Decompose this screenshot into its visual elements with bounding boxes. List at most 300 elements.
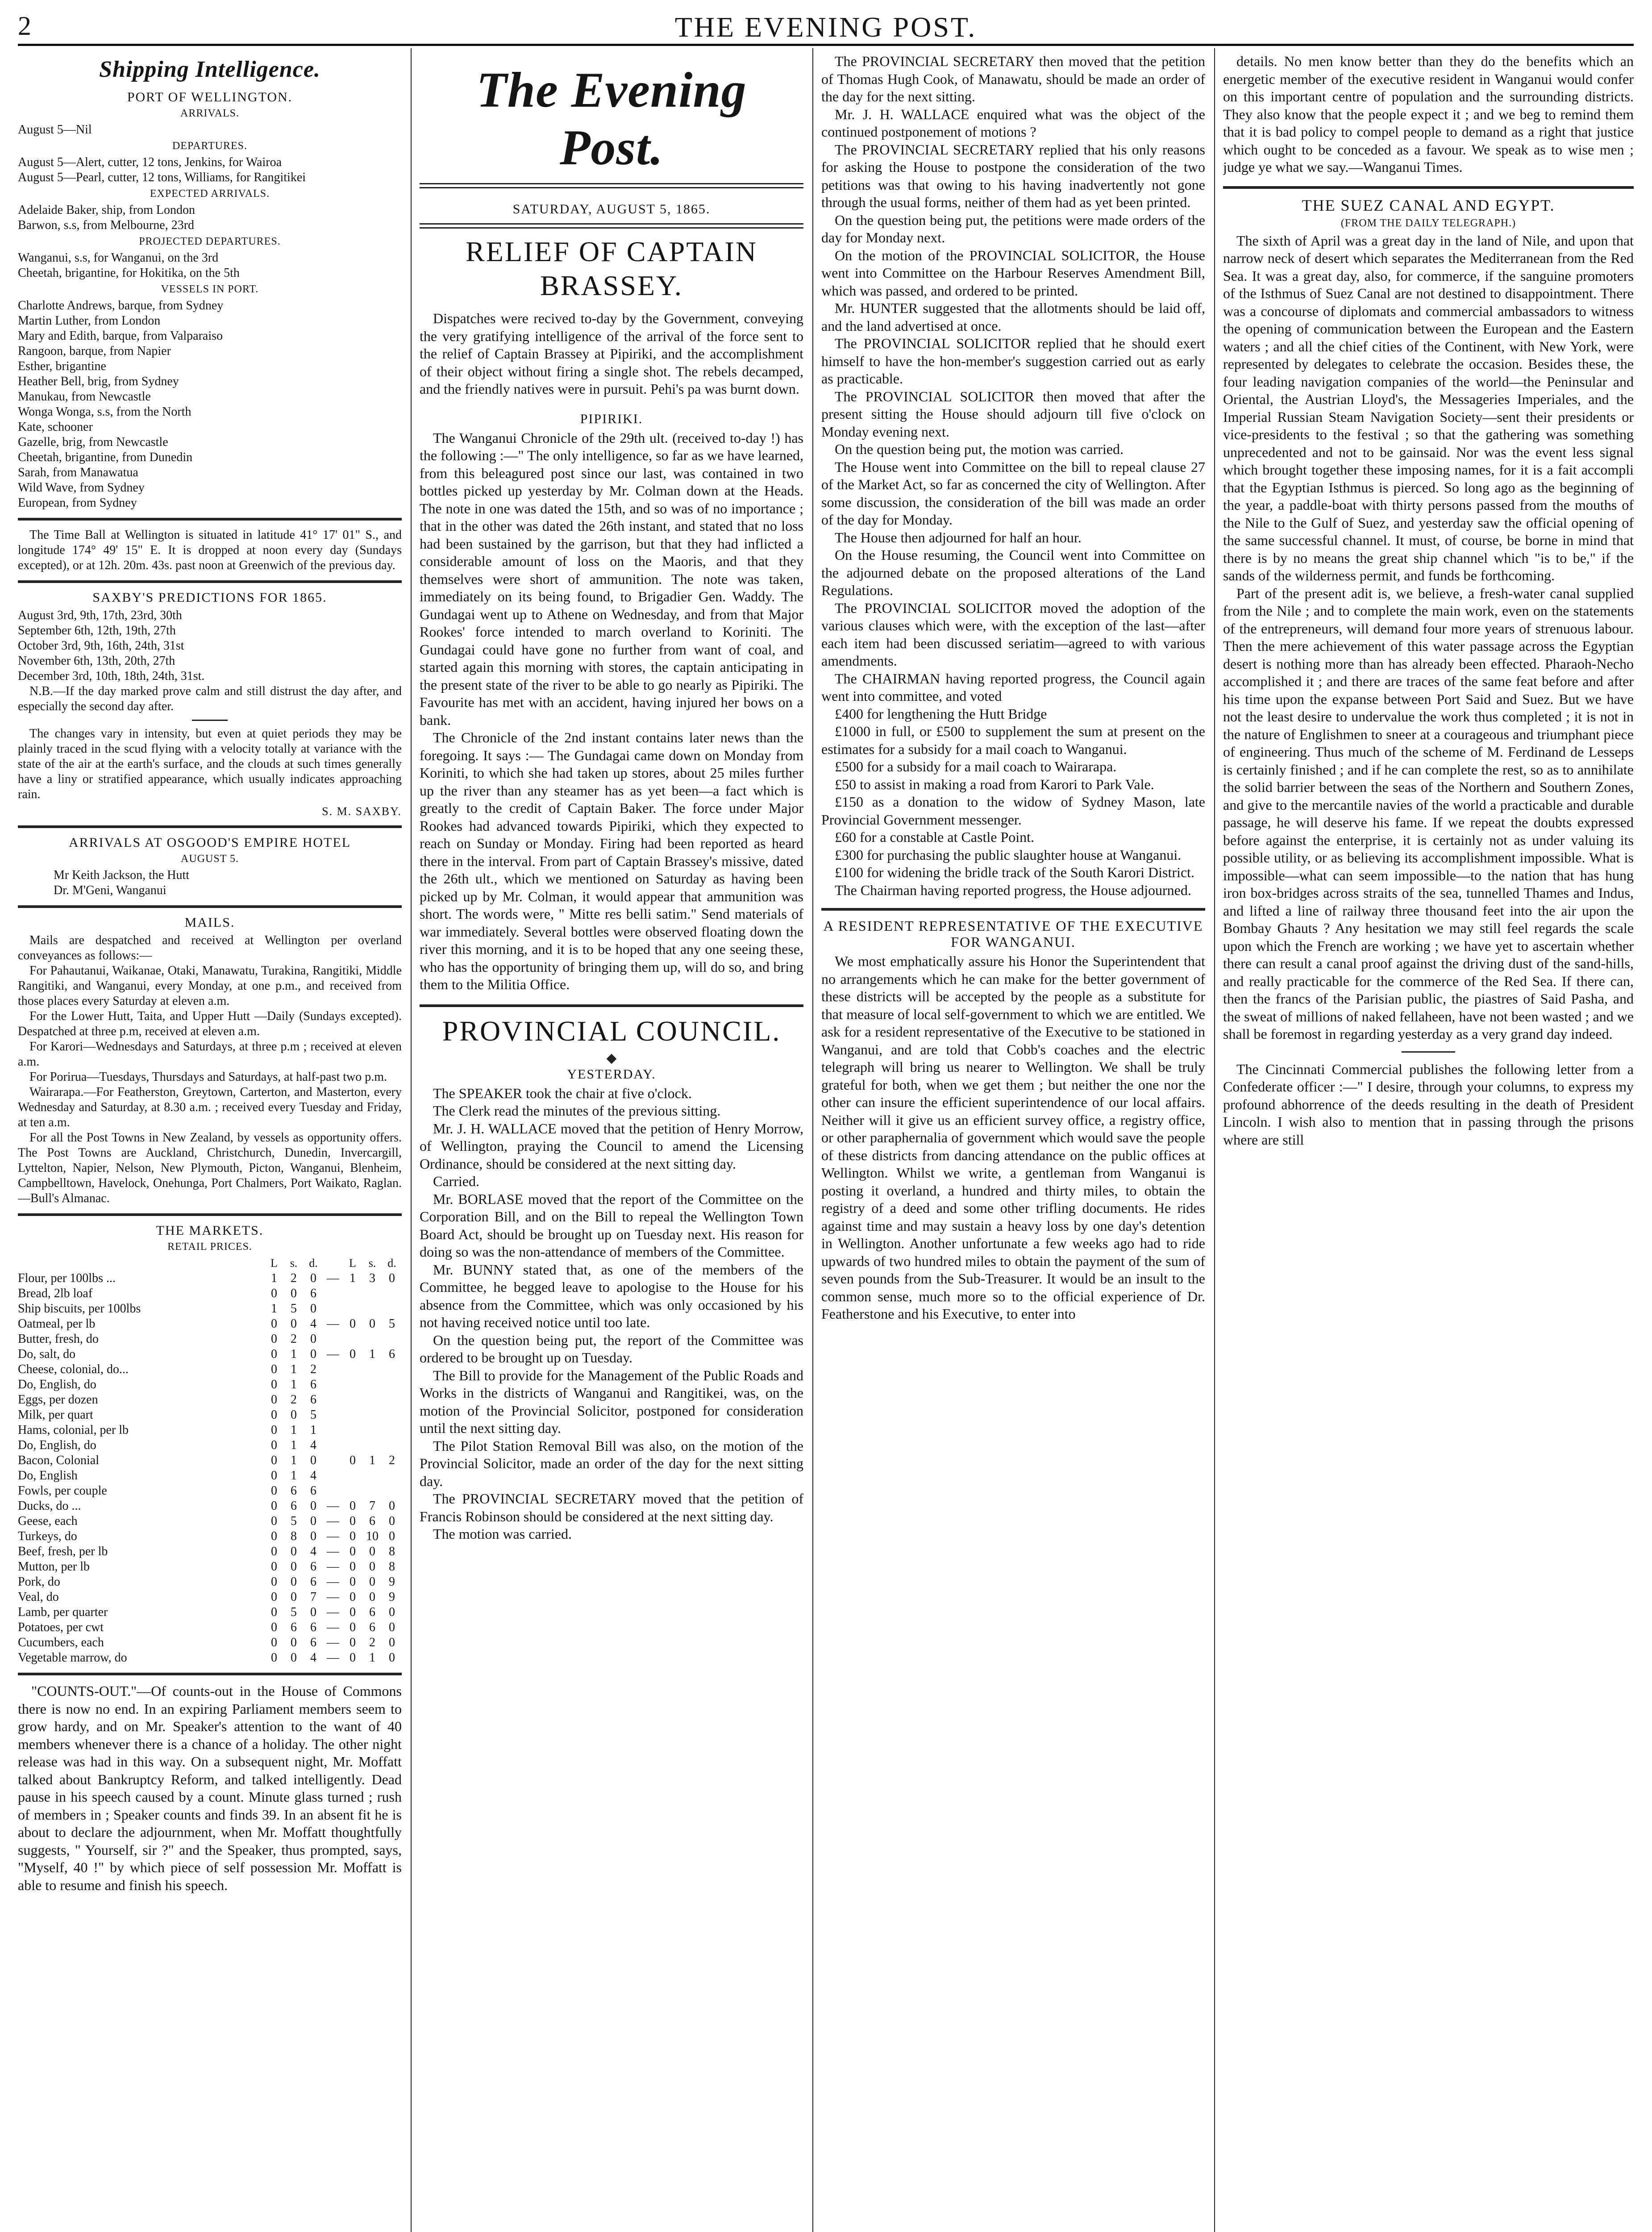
paragraph: Dispatches were recived to-day by the Government, conveying the very gratifying intelligence of the arrival of the force sent to the relief of Captain Brassey at Pipiriki, and the accomplishment of their object without firing a single shot. The rebels decamped, and the friendly natives were in pursuit. Pehi's pa was burnt down. [420,310,803,397]
paragraph: The motion was carried. [433,1526,572,1542]
counts-out-paragraph: "COUNTS-OUT."—Of counts-out in the House of Commons there is now no end. In an expiring Parliament members seem to grow hardy, and on Mr. Speaker's attention to the want of 40 members whenever there is a chance of a holiday. The other night release was had in this way. On a subsequent night, Mr. Moffatt talked about Bankruptcy Reform, and talked intelligently. Dead pause in his speech caused by a count. Minute glass turned ; rush of members in ; Speaker counts and finds 39. In an absent fit he is about to declare the adjournment, when Mr. Moffatt thoughtfully suggests, " Yourself, sir ?" and the Speaker, thus prompted, says, "Myself, 40 !" by which piece of self possession Mr. Moffatt is able to resume and finish his speech. [18,1683,402,1893]
list-item: Esther, brigantine [18,359,106,373]
price-cell: 0 [271,1620,277,1634]
table-row [18,1559,402,1574]
price-cell: 0 [389,1271,395,1285]
yesterday-heading: YESTERDAY. [567,1066,656,1082]
paragraph: The Pilot Station Removal Bill was also, on the motion of the Provincial Solicitor, made an order of the day for the next sitting day. [420,1437,803,1489]
price-cell: — [327,1605,339,1619]
arrivals-heading: ARRIVALS. [180,108,239,119]
paragraph: Carried. [433,1173,479,1189]
paragraph: The PROVINCIAL SOLICITOR replied that he should exert himself to have the hon-member's suggestion carried out as early as practicable. [821,335,1205,387]
price-cell: 6 [310,1484,316,1498]
price-cell: 1 [271,1302,277,1316]
price-cell [362,1392,382,1407]
price-cell [362,1377,382,1392]
price-cell: 1 [369,1651,375,1665]
price-cell: 0 [369,1545,375,1558]
paragraph: For Porirua—Tuesdays, Thursdays and Saturdays, at half-past two p.m. [29,1070,387,1084]
price-cell: — [327,1545,339,1558]
price-cell: 0 [271,1453,277,1467]
price-cell: 1 [369,1347,375,1361]
item-name-cell: Oatmeal, per lb [18,1317,96,1331]
price-cell: 0 [271,1575,277,1589]
table-row [18,1483,402,1499]
column-divider [1214,48,1215,2232]
ornament-icon [607,1054,617,1064]
price-cell: 5 [389,1317,395,1331]
paragraph: The CHAIRMAN having reported progress, the Council again went into committee, and voted [821,670,1205,704]
price-cell: 0 [291,1408,297,1422]
price-cell: 0 [271,1469,277,1482]
price-cell [382,1392,402,1407]
resident-article [821,953,1205,1323]
price-cell [362,1286,382,1301]
paragraph: On the question being put, the report of the Committee was ordered to be brought up on Tuesday. [420,1332,803,1366]
mails-text [18,933,402,1206]
price-cell [343,1286,362,1301]
price-cell: 0 [310,1347,316,1361]
price-cell: — [327,1620,339,1634]
paragraph: The PROVINCIAL SECRETARY then moved that the petition of Thomas Hugh Cook, of Manawatu, should be made an order of the day for the next sitting. [821,53,1205,104]
price-cell: 0 [350,1620,356,1634]
price-cell [382,1377,402,1392]
price-cell [362,1332,382,1347]
price-cell: 1 [350,1271,356,1285]
price-cell: 6 [310,1560,316,1574]
column-divider [411,48,412,2232]
price-cell [323,1423,343,1438]
price-cell: 0 [369,1317,375,1331]
list-item: August 5—Nil [18,123,92,137]
markets-header-cell: d. [387,1257,396,1270]
markets-header-cell: d. [309,1257,318,1270]
council-headline: PROVINCIAL COUNCIL. [442,1015,781,1047]
port-heading: PORT OF WELLINGTON. [127,90,293,104]
table-row [18,1514,402,1529]
price-cell: 0 [271,1378,277,1391]
price-cell: 0 [271,1545,277,1558]
price-cell: 0 [271,1590,277,1604]
table-row [18,1316,402,1332]
osgood-title: ARRIVALS AT OSGOOD'S EMPIRE HOTEL [68,835,351,850]
price-cell: 4 [310,1469,316,1482]
list-item: Rangoon, barque, from Napier [18,344,171,358]
divider [18,1213,402,1216]
price-cell: 6 [369,1620,375,1634]
item-name-cell: Lamb, per quarter [18,1605,108,1619]
paragraph: £1000 in full, or £500 to supplement the sum at present on the estimates for a subsidy for a mail coach to Wanganui. [821,723,1205,757]
price-cell: 0 [271,1529,277,1543]
paragraph: The PROVINCIAL SOLICITOR moved the adoption of the various clauses which were, with the exception of the last—after each item had been discussed seriatim—agreed to with various amendments. [821,600,1205,669]
markets-subtitle: RETAIL PRICES. [167,1241,252,1253]
price-cell: 0 [271,1332,277,1346]
price-cell: 1 [291,1378,297,1391]
price-cell: 0 [271,1651,277,1665]
paragraph: The Wanganui Chronicle of the 29th ult. (received to-day !) has the following :—" The only intelligence, so far as we have learned, from this beleagured post since our last, was contained in two bottles picked up yesterday by Mr. Colman down at the Heads. The note in one was dated the 15th, and so was of no importance ; that in the other was dated the 26th instant, and stated that no loss had been sustained by the garrison, but that they had inflicted a considerable amount of loss on the Maoris, and that they themselves were short of ammunition. The note was taken, immediately on its being found, to Brigadier Gen. Waddy. The Gundagai went up to Athene on Wednesday, and from that Major Rookes' force intended to march overland to Koriniti. The Gundagai could have gone no further from want of coal, and started again this morning with stores, the captain anticipating in the present state of the river to be able to go nearly as Pipiriki. The Favourite has met with an accident, having injured her bows on a bank. [420,429,803,728]
table-row [18,1544,402,1559]
price-cell: — [327,1514,339,1528]
resident-headline: A RESIDENT REPRESENTATIVE OF THE EXECUTIVE FOR WANGANUI. [823,918,1203,950]
price-cell: 8 [389,1560,395,1574]
price-cell [323,1438,343,1453]
paragraph: On the motion of the PROVINCIAL SOLICITOR, the House went into Committee on the Harbour Reserves Amendment Bill, which was passed, and ordered to be printed. [821,247,1205,299]
price-cell [323,1301,343,1316]
price-cell: 0 [369,1560,375,1574]
price-cell: 0 [271,1499,277,1513]
list-item: Manukau, from Newcastle [18,390,151,404]
paragraph: The House then adjourned for half an hour. [835,529,1082,546]
list-item: August 5—Pearl, cutter, 12 tons, Williams, for Rangitikei [18,171,306,184]
paragraph: For the Lower Hutt, Taita, and Upper Hutt —Daily (Sundays excepted). Despatched at three p.m, received at eleven a.m. [18,1009,402,1038]
price-cell: — [327,1347,339,1361]
price-cell [323,1377,343,1392]
price-cell: 0 [271,1362,277,1376]
list-item: August 5—Alert, cutter, 12 tons, Jenkins, for Wairoa [18,155,282,169]
price-cell: 0 [271,1287,277,1300]
price-cell [382,1483,402,1499]
council-article-continued [821,53,1205,899]
markets-header-cell: s. [368,1257,376,1270]
item-name-cell: Geese, each [18,1514,78,1528]
column-4 [1223,53,1634,2232]
paragraph: The Chronicle of the 2nd instant contains later news than the foregoing. It says :— The Gundagai came down on Monday from Koriniti, to which she had taken up stores, about 25 miles further up the river than any steamer has as yet been—a fact which is greatly to the credit of Captain Baker. The force under Major Rookes had advanced towards Pipiriki, which they expected to reach on Sunday or Monday. Firing had been reported as heard there in the interval. From part of Captain Brassey's missive, dated the 26th ult., which we mentioned on Saturday as having been picked up by Mr. Colman, it would appear that ammunition was short. The words were, " Mitte res belli satim." Send materials of war immediately. Several bottles were observed floating down the river this morning, and it is to be hoped that any one seeing these, who has the opportunity of bringing them up, will do so, and bring them to the Militia Office. [420,729,803,992]
list-item: Adelaide Baker, ship, from London [18,203,196,217]
price-cell [382,1332,402,1347]
item-name-cell: Veal, do [18,1590,59,1604]
divider [18,905,402,908]
price-cell [382,1423,402,1438]
suez-headline: THE SUEZ CANAL AND EGYPT. [1302,196,1555,214]
price-cell: 0 [310,1302,316,1316]
divider [821,908,1205,911]
paragraph: £60 for a constable at Castle Point. [835,829,1035,845]
paragraph: Mr. J. H. WALLACE moved that the petition of Henry Morrow, of Wellington, praying the Council to amend the Licensing Ordinance, should be considered at the next sitting day. [420,1120,803,1172]
paragraph: Mr. J. H. WALLACE enquired what was the object of the continued postponement of motions ? [821,106,1205,140]
table-row [18,1377,402,1392]
table-row [18,1286,402,1301]
list-item: Cheetah, brigantine, from Dunedin [18,450,193,464]
divider [18,580,402,583]
price-cell: 0 [310,1271,316,1285]
item-name-cell: Vegetable marrow, do [18,1651,127,1665]
item-name-cell: Beef, fresh, per lb [18,1545,108,1558]
price-cell: 0 [350,1605,356,1619]
price-cell: 6 [291,1620,297,1634]
price-cell: 0 [369,1575,375,1589]
paragraph: Mr. BORLASE moved that the report of the Committee on the Corporation Bill, and on the Bill to repeal the Wellington Town Board Act, should be brought up on Tuesday next. His reason for doing so was the non-attendance of members of the Committee. [420,1191,803,1260]
paper-name: THE EVENING POST. [674,11,977,43]
price-cell [323,1468,343,1483]
table-row [18,1271,402,1286]
price-cell [343,1468,362,1483]
divider [420,1004,803,1007]
paragraph: For Karori—Wednesdays and Saturdays, at three p.m ; received at eleven a.m. [18,1040,402,1069]
paragraph: £400 for lengthening the Hutt Bridge [835,705,1047,722]
evening-post-title: The Evening Post. [476,62,747,175]
price-cell: 0 [350,1499,356,1513]
price-cell: 1 [271,1271,277,1285]
item-name-cell: Do, salt, do [18,1347,76,1361]
paragraph: £150 as a donation to the widow of Sydney Mason, late Provincial Government messenger. [821,794,1205,828]
price-cell: 6 [310,1393,316,1407]
saxby-note: N.B.—If the day marked prove calm and still distrust the day after, and especially the second day after. [18,684,402,713]
price-cell: 0 [389,1620,395,1634]
item-name-cell: Potatoes, per cwt [18,1620,104,1634]
item-name-cell: Milk, per quart [18,1408,93,1422]
paragraph: The PROVINCIAL SECRETARY replied that his only reasons for asking the House to postpone the consideration of the two petitions was that owing to his having inadvertently not gone through the usual forms, neither of them had as yet been printed. [821,141,1205,210]
short-rule [1402,1051,1455,1053]
price-cell: 0 [389,1636,395,1649]
list-item: Cheetah, brigantine, for Hokitika, on the 5th [18,266,240,280]
item-name-cell: Eggs, per dozen [18,1393,98,1407]
price-cell: 6 [310,1575,316,1589]
table-row [18,1301,402,1316]
price-cell [323,1392,343,1407]
saxby-title: SAXBY'S PREDICTIONS FOR 1865. [92,590,327,605]
divider [1223,186,1634,189]
item-name-cell: Hams, colonial, per lb [18,1423,129,1437]
price-cell [362,1483,382,1499]
paragraph: The PROVINCIAL SECRETARY moved that the petition of Francis Robinson should be considered at the next sitting day. [420,1491,803,1524]
paragraph: £50 to assist in making a road from Karori to Park Vale. [835,776,1154,792]
list-item: November 6th, 13th, 20th, 27th [18,654,175,668]
price-cell: 5 [291,1605,297,1619]
price-cell [343,1438,362,1453]
table-row [18,1574,402,1590]
vessels-heading: VESSELS IN PORT. [161,283,259,295]
markets-header-cell [323,1256,343,1271]
wanganui-article-end [1223,53,1634,176]
expected-list [18,203,402,233]
paragraph: The sixth of April was a great day in the land of Nile, and upon that narrow neck of desert which separates the Mediterranean from the Red Sea. It was a great day, also, for commerce, if the sanguine promoters of the Isthmus of Suez Canal are not destined to disappointment. There was a concourse of diplomats and commercial ambassadors to witness the opening of communication between the European and the Eastern waters ; and all the chief cities of the Continent, with New York, were represented by delegates to celebrate the occasion. Besides these, the four leading navigation companies of the world—the Peninsular and Oriental, the Austrian Lloyd's, the Messageries Imperiales, and the Imperial Russian Steam Navigation Society—sent their presidents or vice-presidents to the festival ; so that the gathering was something unprecedented and not to be gainsaid. Nor was the event less signal which brought together these imposing names, for it is a fait accompli that the Egyptian Isthmus is pierced. So long ago as the beginning of the year, a paddle-boat with thirty persons passed from the mouths of the Nile to the Gulf of Suez, and yesterday saw the official opening of the same successful channel. It must, of course, be borne in mind that there is by no means the great ship channel which "is to be," if the sands of the wilderness permit, and funds be forthcoming. [1223,232,1634,583]
list-item: Barwon, s.s, from Melbourne, 23rd [18,218,195,232]
issue-date: SATURDAY, AUGUST 5, 1865. [512,202,711,217]
item-name-cell: Pork, do [18,1575,60,1589]
price-cell: 2 [291,1332,297,1346]
item-name-cell: Mutton, per lb [18,1560,90,1574]
price-cell: — [327,1271,339,1285]
price-cell [343,1332,362,1347]
price-cell: 0 [291,1590,297,1604]
price-cell: 0 [350,1514,356,1528]
short-rule [192,720,228,721]
divider [18,1673,402,1675]
list-item: October 3rd, 9th, 16th, 24th, 31st [18,639,184,653]
price-cell [323,1286,343,1301]
price-cell [382,1301,402,1316]
price-cell: 6 [369,1605,375,1619]
price-cell: 0 [350,1453,356,1467]
paragraph: The Cincinnati Commercial publishes the following letter from a Confederate officer :—" I desire, through your columns, to express my profound abhorrence of the deeds resulting in the death of President Lincoln. I wish also to mention that in passing through the prisons where are still [1223,1061,1634,1148]
price-cell: 3 [369,1271,375,1285]
price-cell: 1 [291,1347,297,1361]
item-name-cell: Cucumbers, each [18,1636,104,1649]
table-row [18,1605,402,1620]
price-cell: 0 [271,1438,277,1452]
paragraph: Mails are despatched and received at Wellington per overland conveyances as follows:— [18,933,402,962]
price-cell: 6 [369,1514,375,1528]
price-cell: 1 [310,1423,316,1437]
paragraph: On the question being put, the motion was carried. [835,441,1124,457]
price-cell: 0 [271,1514,277,1528]
table-row [18,1423,402,1438]
shipping-title: Shipping Intelligence. [99,57,320,82]
table-row [18,1453,402,1468]
price-cell [343,1392,362,1407]
list-item: Sarah, from Manawatua [18,466,138,479]
projected-heading: PROJECTED DEPARTURES. [139,236,281,247]
price-cell [323,1483,343,1499]
price-cell [382,1362,402,1377]
item-name-cell: Fowls, per couple [18,1484,107,1498]
paragraph: For Pahautanui, Waikanae, Otaki, Manawatu, Turakina, Rangitiki, Middle Rangitiki, and Wanganui, every Monday, at one p.m., and received from those places every Saturday at eleven a.m. [18,964,402,1008]
price-cell: 0 [350,1590,356,1604]
list-item: Mary and Edith, barque, from Valparaiso [18,329,223,343]
table-row [18,1407,402,1423]
price-cell: 0 [350,1651,356,1665]
paragraph: The SPEAKER took the chair at five o'clock. [433,1085,692,1101]
list-item: Heather Bell, brig, from Sydney [18,375,179,388]
list-item: August 3rd, 9th, 17th, 23rd, 30th [18,608,182,622]
double-rule [420,223,803,229]
price-cell [343,1377,362,1392]
cincinnati-article [1223,1061,1634,1149]
price-cell: 0 [291,1317,297,1331]
price-cell: 0 [350,1636,356,1649]
price-cell: 5 [291,1302,297,1316]
table-row [18,1438,402,1453]
divider [18,825,402,828]
paragraph: £300 for purchasing the public slaughter house at Wanganui. [835,846,1182,863]
price-cell: 0 [291,1651,297,1665]
suez-source: (FROM THE DAILY TELEGRAPH.) [1340,217,1516,229]
price-cell [362,1301,382,1316]
timeball-notice: The Time Ball at Wellington is situated in latitude 41° 17' 01" S., and longitude 174° 49' 15" E. It is dropped at noon every day (Sundays excepted), or at 12h. 20m. 43s. past noon at Greenwich of the previous day. [18,528,402,572]
projected-list [18,250,402,281]
price-cell: 8 [389,1545,395,1558]
list-item: Martin Luther, from London [18,314,161,328]
price-cell: 0 [310,1529,316,1543]
price-cell: — [327,1529,339,1543]
double-rule [420,183,803,188]
price-cell [343,1407,362,1423]
paragraph: The Chairman having reported progress, the House adjourned. [835,882,1191,898]
price-cell [323,1407,343,1423]
price-cell: 0 [271,1560,277,1574]
price-cell: 0 [271,1347,277,1361]
table-row [18,1468,402,1483]
price-cell: 0 [350,1575,356,1589]
item-name-cell: Flour, per 100lbs ... [18,1271,116,1285]
column-3 [821,53,1205,2232]
list-item: Wonga Wonga, s.s, from the North [18,405,191,419]
price-cell: — [327,1575,339,1589]
price-cell: 6 [310,1287,316,1300]
price-cell: 6 [310,1378,316,1391]
departures-heading: DEPARTURES. [172,140,248,152]
price-cell: 0 [310,1605,316,1619]
price-cell: 0 [389,1651,395,1665]
price-cell: 1 [291,1438,297,1452]
table-row [18,1529,402,1544]
price-cell: 6 [389,1347,395,1361]
price-cell: 0 [350,1545,356,1558]
price-cell: 8 [291,1529,297,1543]
price-cell [382,1407,402,1423]
price-cell: 0 [350,1317,356,1331]
price-cell: — [327,1590,339,1604]
price-cell [323,1453,343,1468]
item-name-cell: Do, English [18,1469,78,1482]
paragraph: We most emphatically assure his Honor the Superintendent that no arrangements which he can make for the better government of these districts will be accepted by the people as a substitute for that measure of local self-government to which we are entitled. We ask for a resident representative of the Executive to be stationed in Wanganui, and are told that Cobb's coaches and the electric telegraph will bring us nearer to Wellington. We shall be truly grateful for both, when we get them ; but neither the one nor the other can insure the efficient superintendence of our local affairs. Neither will it give us an efficient survey office, a registry office, or other paraphernalia of government which would save the people of these districts from dancing attendance on the public offices at Wellington. Whilst we write, a gentleman from Wanganui is posting it overland, a hundred and thirty miles, to obtain the registry of a deed and some other trifling documents. He rides against time and may sustain a heavy loss by one day's detention in Wellington. Another unfortunate a few weeks ago had to ride upwards of two hundred miles to obtain the payment of the sum of seven pounds from the Sub-Treasurer. It would be an insult to the common sense, much more so to the official experience of Dr. Featherstone and his Executive, to enter into [821,953,1205,1322]
price-cell [362,1423,382,1438]
price-cell: 10 [366,1529,379,1543]
paragraph: Part of the present adit is, we believe, a fresh-water canal supplied from the Nile ; and to complete the main work, even on the statements of the entrepreneurs, will demand four more years of strenuous labour. Then the mere achievement of this water passage across the Egyptian desert is nothing more than has already been effected. Pharaoh-Necho accomplished it ; and there are traces of the same feat before and after his time upon the expanse between Port Said and Suez. But we have not the least desire to undervalue the work thus completed ; it is not in the nature of Englishmen to sneer at a courageous and triumphant piece of engineering. Thus much of the scheme of M. Ferdinand de Lesseps is certainly finished ; and if he can complete the rest, so as to annihilate the solid barrier between the seas of the Northern and Southern Zones, and give to the mercantile navies of the world a practicable and durable passage, he will deserve his fame. If we repeat the doubts expressed before against the enterprise, it is certainly not as under valuing its possible utility, or as believing its accomplishment impossible. What is impossible—what can seem impossible—to the nation that has hung iron box-bridges across straits of the sea, tunnelled Thames and Indus, and lifted a line of railway three thousand feet into the air upon the Bombay Ghauts ? Any hesitation we may still feel regards the scale upon which the French are working ; we have yet to ascertain whether there can result a canal proof against the driving dust of the sand-hills, and really practicable for the commerce of the Red Sea. If there can, then the francs of the Parisian public, the piastres of Said Pasha, and the sweat of millions of naked fellaheen, have not been wasted ; and we shall be foremost in regarding yesterday as a very grand day indeed. [1223,585,1634,1042]
suez-article [1223,232,1634,1043]
price-cell: 4 [310,1545,316,1558]
price-cell: 4 [310,1317,316,1331]
paragraph: £100 for widening the bridle track of the South Karori District. [835,864,1195,880]
paragraph: The Clerk read the minutes of the previous sitting. [433,1103,721,1119]
paragraph: Wairarapa.—For Featherston, Greytown, Carterton, and Masterton, every Wednesday and Saturday, at 8.30 a.m. ; received every Tuesday and Friday, at ten a.m. [18,1085,402,1129]
price-cell [343,1423,362,1438]
council-article [420,1085,803,1543]
price-cell: 0 [291,1560,297,1574]
price-cell: — [327,1499,339,1513]
price-cell: 0 [310,1332,316,1346]
item-name-cell: Do, English, do [18,1438,96,1452]
markets-header-cell: L [270,1257,278,1270]
departures-list [18,155,402,185]
item-name-cell: Bacon, Colonial [18,1453,99,1467]
price-cell: 0 [389,1605,395,1619]
paragraph: For all the Post Towns in New Zealand, by vessels as opportunity offers. The Post Towns are Auckland, Christchurch, Dunedin, Invercargill, Lyttelton, Napier, Nelson, New Plymouth, Picton, Wanganui, Blenheim, Campbelltown, Havelock, Onehunga, Port Chalmers, Port Waikato, Raglan.—Bull's Almanac. [18,1131,402,1205]
price-cell: 0 [350,1347,356,1361]
item-name-cell: Cheese, colonial, do... [18,1362,129,1376]
price-cell: — [327,1560,339,1574]
column-divider [812,48,813,2232]
price-cell: 0 [389,1499,395,1513]
pipiriki-article [420,429,803,994]
paragraph: The Bill to provide for the Management of the Public Roads and Works in the districts of Wanganui and Rangitikei, was, on the motion of the Provincial Solicitor, postponed for consideration until the next sitting day. [420,1367,803,1436]
price-cell: — [327,1651,339,1665]
item-name-cell: Butter, fresh, do [18,1332,99,1346]
vessels-list [18,298,402,511]
item-name-cell: Do, English, do [18,1378,96,1391]
price-cell [362,1362,382,1377]
saxby-dates [18,608,402,684]
price-cell: 0 [291,1636,297,1649]
table-row [18,1332,402,1347]
price-cell: 5 [291,1514,297,1528]
price-cell: 1 [291,1469,297,1482]
price-cell: 0 [310,1514,316,1528]
table-row [18,1499,402,1514]
price-cell: 0 [271,1605,277,1619]
list-item: Wild Wave, from Sydney [18,481,145,495]
paragraph: Mr. HUNTER suggested that the allotments should be laid off, and the land advertised at once. [821,300,1205,334]
saxby-paragraph: The changes vary in intensity, but even at quiet periods they may be plainly traced in the scud flying with a velocity totally at variance with the state of the air at the earth's surface, and the clouds at such times generally have a liny or stratified appearance, which usually indicates approaching rain. [18,727,402,801]
price-cell: 2 [389,1453,395,1467]
price-cell [382,1286,402,1301]
price-cell: 0 [271,1408,277,1422]
paragraph: Mr. BUNNY stated that, as one of the members of the Committee, he begged leave to apologise to the House for his absence from the Committee, which was only occasioned by his not having received notice until too late. [420,1261,803,1330]
table-row [18,1392,402,1407]
price-cell: 6 [310,1636,316,1649]
price-cell [343,1301,362,1316]
list-item: Kate, schooner [18,420,93,434]
